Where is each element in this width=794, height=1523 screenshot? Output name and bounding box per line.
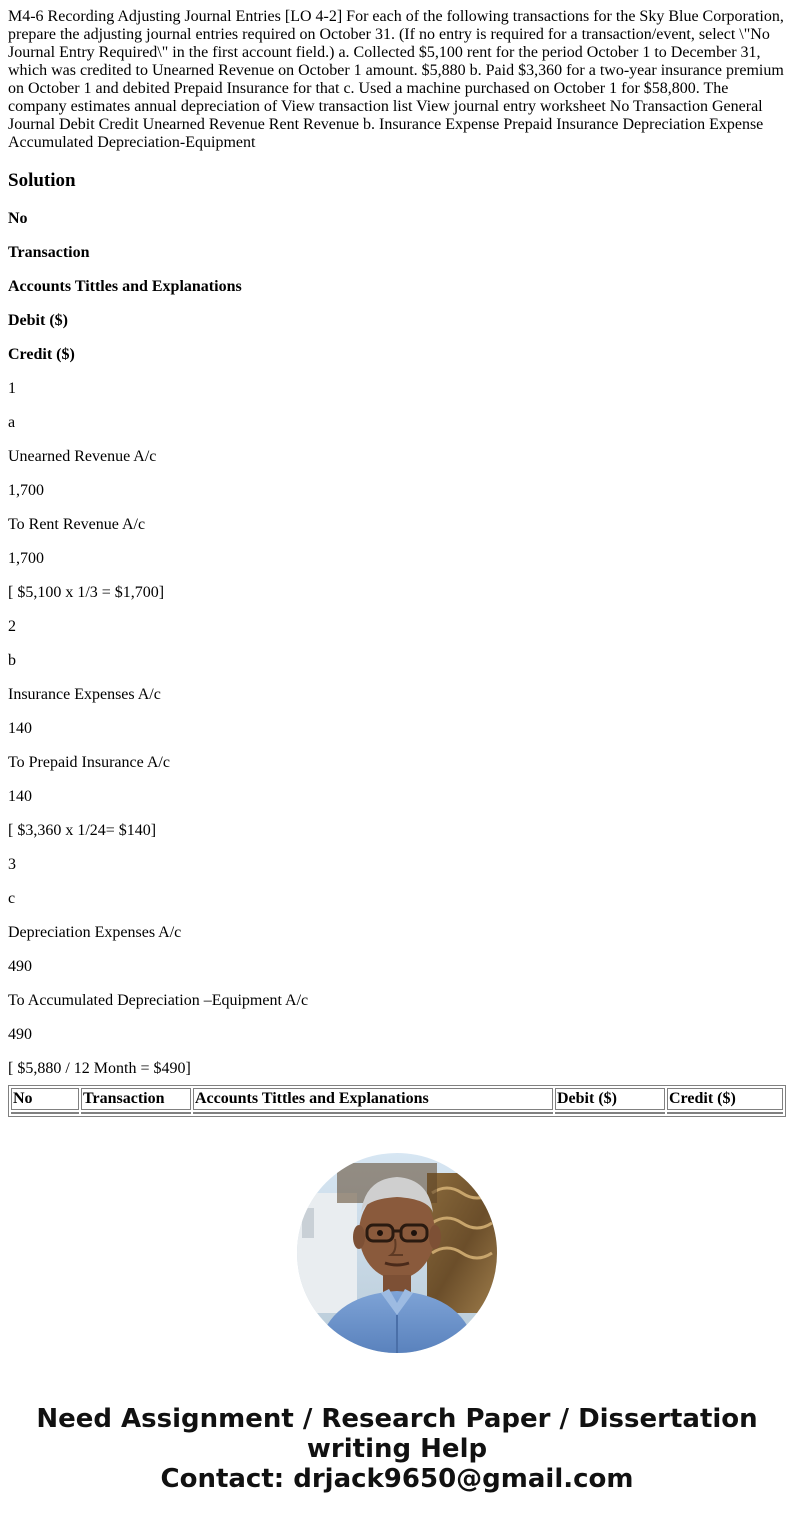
entry-transaction: a (8, 414, 16, 431)
author-portrait-image (297, 1153, 497, 1353)
table-cell (667, 1112, 783, 1114)
entry-debit-account: Unearned Revenue A/c (8, 448, 157, 465)
solution-headers (8, 210, 786, 364)
entry-debit-account: Insurance Expenses A/c (8, 686, 161, 703)
entry-3 (8, 856, 786, 1078)
entry-credit-amount: 140 (8, 788, 32, 805)
header-transaction: Transaction (8, 244, 90, 261)
entry-transaction: c (8, 890, 16, 907)
table-header-transaction: Transaction (81, 1088, 191, 1110)
entry-debit-amount: 140 (8, 720, 32, 737)
table-cell (555, 1112, 665, 1114)
entry-debit-amount: 490 (8, 958, 32, 975)
table-row (11, 1112, 783, 1114)
entry-credit-amount: 490 (8, 1026, 32, 1043)
author-avatar (297, 1153, 497, 1353)
entry-debit-account: Depreciation Expenses A/c (8, 924, 182, 941)
table-header-no: No (11, 1088, 79, 1110)
entry-credit-account: To Rent Revenue A/c (8, 516, 146, 533)
table-cell (11, 1112, 79, 1114)
banner-line-2: writing Help (306, 1434, 488, 1464)
entry-explanation: [ $5,880 / 12 Month = $490] (8, 1060, 191, 1077)
entry-explanation: [ $3,360 x 1/24= $140] (8, 822, 157, 839)
entry-transaction: b (8, 652, 16, 669)
entry-1 (8, 380, 786, 602)
journal-table (8, 1085, 786, 1117)
entry-credit-amount: 1,700 (8, 550, 44, 567)
entry-credit-account: To Prepaid Insurance A/c (8, 754, 170, 771)
table-header-debit: Debit ($) (555, 1088, 665, 1110)
entry-no: 2 (8, 618, 16, 635)
header-accounts: Accounts Tittles and Explanations (8, 278, 242, 295)
banner-contact: Contact: drjack9650@gmail.com (160, 1464, 634, 1494)
header-no: No (8, 210, 28, 227)
help-banner (0, 1404, 794, 1494)
entry-credit-account: To Accumulated Depreciation –Equipment A/c (8, 992, 309, 1009)
entry-2 (8, 618, 786, 840)
table-cell (81, 1112, 191, 1114)
entry-no: 1 (8, 380, 16, 397)
table-cell (193, 1112, 553, 1114)
table-header-row (11, 1088, 783, 1110)
header-credit: Credit ($) (8, 346, 75, 363)
entry-debit-amount: 1,700 (8, 482, 44, 499)
table-header-credit: Credit ($) (667, 1088, 783, 1110)
header-debit: Debit ($) (8, 312, 68, 329)
question-text: M4-6 Recording Adjusting Journal Entries [LO 4-2] For each of the following transactions for the Sky Blue Corporation, prepare the adjusting journal entries required on October 31. (If no entry is required for a transaction/event, select \"No Journal Entry Required\" in the first account field.) a. Collected $5,100 rent for the period October 1 to December 31, which was credited to Unearned Revenue on October 1 amount. $5,880 b. Paid $3,360 for a two-year insurance premium on October 1 and debited Prepaid Insurance for that c. Used a machine purchased on October 1 for $58,800. The company estimates annual depreciation of View transaction list View journal entry worksheet No Transaction General Journal Debit Credit Unearned Revenue Rent Revenue b. Insurance Expense Prepaid Insurance Depreciation Expense Accumulated Depreciation-Equipment (8, 8, 784, 151)
entry-explanation: [ $5,100 x 1/3 = $1,700] (8, 584, 165, 601)
solution-title: Solution (8, 170, 76, 191)
table-header-accounts: Accounts Tittles and Explanations (193, 1088, 553, 1110)
entry-no: 3 (8, 856, 16, 873)
banner-line-1: Need Assignment / Research Paper / Dissertation (36, 1404, 758, 1434)
